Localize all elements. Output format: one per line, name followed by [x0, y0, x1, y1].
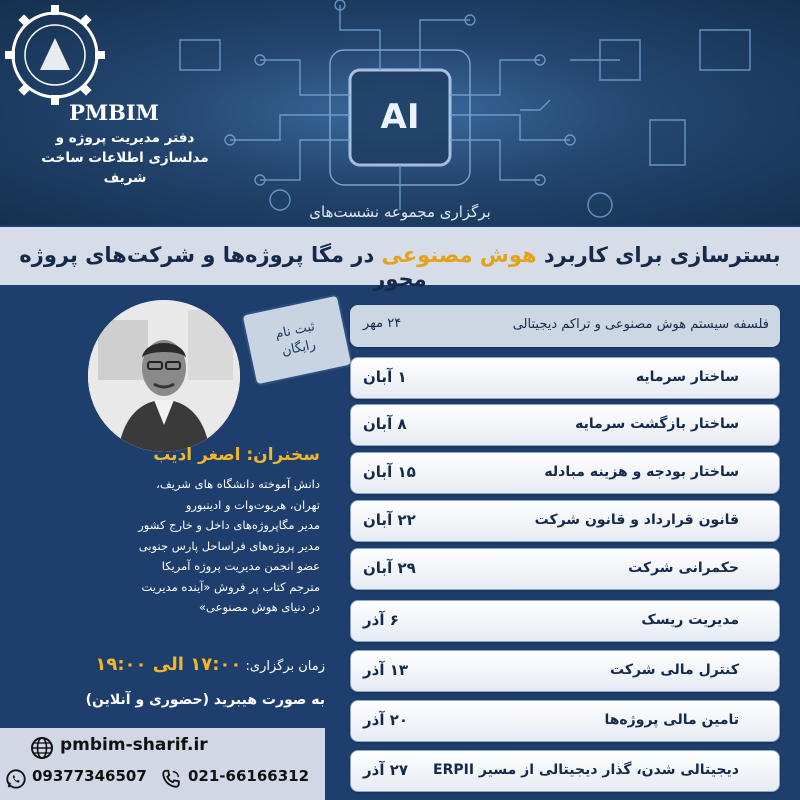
bio-line: مدیر پروژه‌های فراساحل پارس جنوبی — [138, 538, 320, 553]
session-date: ۲۴ مهر — [363, 316, 402, 331]
session-item — [350, 500, 780, 542]
badge-line-1: ثبت نام — [273, 319, 317, 343]
office-phone-number[interactable]: 021-66166312 — [188, 767, 310, 785]
bio-line: در دنیای هوش مصنوعی» — [198, 600, 320, 614]
globe-icon — [30, 736, 54, 760]
time-label: زمان برگزاری: — [245, 659, 325, 674]
badge-line-2: رایگان — [280, 337, 318, 360]
session-title: مدیریت ریسک — [641, 612, 739, 628]
title-part-1: بسترسازی برای کاربرد — [536, 243, 781, 267]
session-title: دیجیتالی شدن، گذار دیجیتالی از مسیر ERPII — [433, 762, 739, 778]
office-line-1: دفتر مدیریت پروژه و — [55, 130, 195, 146]
event-time — [25, 654, 325, 675]
title-part-2: در مگا پروژه‌ها و شرکت‌های پروژه محور — [19, 243, 427, 291]
ai-chip-label: AI — [380, 97, 420, 137]
session-item — [350, 357, 780, 399]
bio-line: عضو انجمن مدیریت پروژه آمریکا — [161, 559, 320, 573]
session-title: کنترل مالی شرکت — [610, 662, 739, 678]
speaker-name: سخنران: اصغر ادیب — [153, 445, 320, 465]
session-date: ۲۷ آذر — [363, 761, 409, 779]
title-highlight: هوش مصنوعی — [381, 243, 537, 267]
session-title: ساختار بازگشت سرمایه — [575, 416, 739, 432]
session-date: ۱۳ آذر — [363, 661, 409, 679]
session-title: ساختار بودجه و هزینه مبادله — [544, 464, 739, 480]
series-subtitle: برگزاری مجموعه نشست‌های — [309, 203, 491, 221]
session-item — [350, 452, 780, 494]
session-date: ۶ آذر — [363, 611, 399, 629]
website-link[interactable]: pmbim-sharif.ir — [60, 735, 208, 755]
brand-name: PMBIM — [69, 100, 159, 125]
speaker-photo — [88, 300, 240, 452]
whatsapp-icon — [5, 768, 27, 790]
bio-line: مدیر مگاپروژه‌های داخل و خارج کشور — [138, 518, 320, 532]
session-date: ۸ آبان — [363, 415, 407, 433]
session-item — [350, 305, 780, 347]
session-title: تامین مالی پروژه‌ها — [604, 712, 739, 728]
session-item — [350, 650, 780, 692]
session-title: حکمرانی شرکت — [628, 560, 739, 576]
session-item — [350, 404, 780, 446]
session-date: ۱۵ آبان — [363, 463, 416, 481]
mobile-number[interactable]: 09377346507 — [32, 767, 147, 785]
session-date: ۲۲ آبان — [363, 511, 416, 529]
session-item — [350, 548, 780, 590]
series-title — [0, 243, 800, 291]
bio-line: دانش آموخته دانشگاه های شریف، — [156, 477, 320, 491]
free-registration-badge — [240, 293, 353, 386]
session-item — [350, 750, 780, 792]
office-line-2: مدلسازی اطلاعات ساخت شریف — [41, 150, 209, 186]
session-item — [350, 700, 780, 742]
hero-banner — [0, 0, 800, 225]
session-title: ساختار سرمایه — [635, 369, 739, 385]
session-title: قانون قرارداد و قانون شرکت — [534, 512, 739, 528]
session-date: ۲۰ آذر — [363, 711, 409, 729]
speaker-bio — [20, 474, 320, 618]
session-date: ۱ آبان — [363, 368, 407, 386]
session-item — [350, 600, 780, 642]
bio-line: تهران، هریوت‌وات و ادینبورو — [185, 497, 320, 512]
time-value: ۱۷:۰۰ الی ۱۹:۰۰ — [95, 654, 242, 675]
event-mode: به صورت هیبرید (حضوری و آنلاین) — [85, 692, 325, 708]
speaker-portrait — [88, 300, 240, 452]
phone-icon — [160, 768, 182, 790]
session-date: ۲۹ آبان — [363, 559, 416, 577]
office-name — [20, 128, 230, 188]
sharif-university-logo — [0, 0, 110, 110]
bio-line: مترجم کتاب پر فروش «آینده مدیریت — [141, 579, 320, 594]
session-title: فلسفه سیستم هوش مصنوعی و تراکم دیجیتالی — [512, 317, 769, 332]
